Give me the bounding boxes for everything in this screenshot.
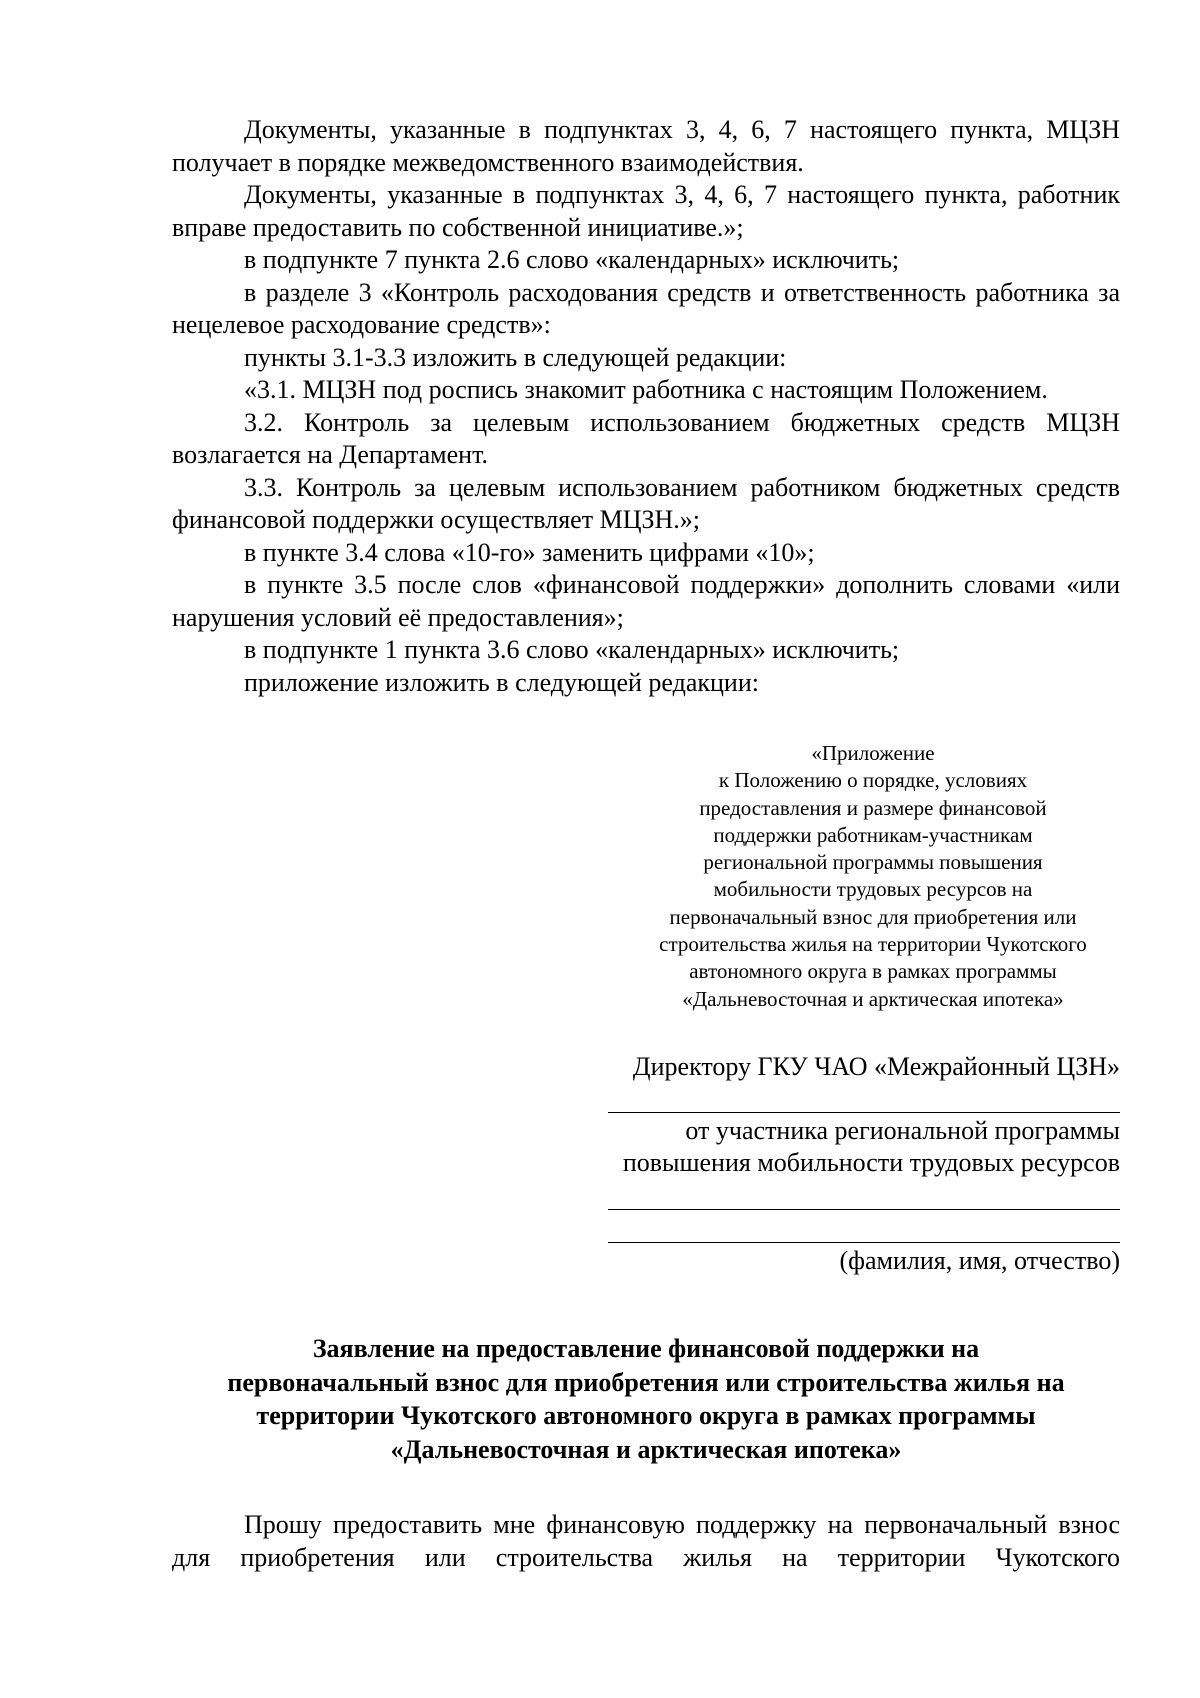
appendix-line: поддержки работникам-участникам <box>713 822 1033 847</box>
appendix-header <box>600 740 1146 1013</box>
paragraph-docs-interagency: Документы, указанные в подпунктах 3, 4, 6, 7 настоящего пункта, МЦЗН получает в порядке межведомственного взаимодействия. <box>172 115 1120 177</box>
paragraph-subitem-7-2-6: в подпункте 7 пункта 2.6 слово «календарных» исключить; <box>244 245 900 274</box>
paragraph-point-3-6: в подпункте 1 пункта 3.6 слово «календарных» исключить; <box>244 635 900 664</box>
appendix-line: «Дальневосточная и арктическая ипотека» <box>682 986 1064 1011</box>
paragraph-point-3-1: «3.1. МЦЗН под роспись знакомит работника с настоящим Положением. <box>244 375 1048 404</box>
appendix-line: мобильности трудовых ресурсов на <box>713 877 1033 902</box>
application-title <box>172 1332 1120 1466</box>
blank-line-applicant-2 <box>608 1242 1120 1243</box>
blank-line-director-name <box>608 1112 1120 1113</box>
appendix-line: первоначальный взнос для приобретения или <box>669 904 1077 929</box>
appendix-line: предоставления и размере финансовой <box>699 795 1047 820</box>
addressee-director: Директору ГКУ ЧАО «Межрайонный ЦЗН» <box>632 1052 1120 1081</box>
addressee-from-line2: повышения мобильности трудовых ресурсов <box>622 1148 1120 1177</box>
paragraph-point-3-5: в пункте 3.5 после слов «финансовой поддержки» дополнить словами «или нарушения условий её предоставления»; <box>172 570 1120 632</box>
amendments-text <box>172 114 1120 699</box>
appendix-line: строительства жилья на территории Чукотского <box>659 932 1087 957</box>
paragraph-docs-own-initiative: Документы, указанные в подпунктах 3, 4, 6, 7 настоящего пункта, работник вправе предоставить по собственной инициативе.»; <box>172 180 1120 242</box>
paragraph-point-3-2: 3.2. Контроль за целевым использованием бюджетных средств МЦЗН возлагается на Департамент. <box>172 407 1120 469</box>
application-request-text: Прошу предоставить мне финансовую поддержку на первоначальный взнос для приобретения или строительства жилья на территории Чукотского <box>172 1510 1120 1572</box>
appendix-line: региональной программы повышения <box>703 850 1043 875</box>
title-line: первоначальный взнос для приобретения или строительства жилья на <box>227 1367 1065 1397</box>
paragraph-points-3-1-3-3: пункты 3.1-3.3 изложить в следующей редакции: <box>244 342 787 372</box>
paragraph-point-3-4: в пункте 3.4 слова «10-го» заменить цифрами «10»; <box>244 537 815 567</box>
appendix-line: «Приложение <box>811 741 935 765</box>
fio-caption: (фамилия, имя, отчество) <box>839 1246 1120 1275</box>
appendix-line: к Положению о порядке, условиях <box>718 768 1028 793</box>
paragraph-appendix-intro: приложение изложить в следующей редакции: <box>244 667 759 697</box>
appendix-line: автономного округа в рамках программы <box>689 959 1057 984</box>
title-line: Заявление на предоставление финансовой поддержки на <box>312 1334 980 1363</box>
blank-line-applicant-1 <box>608 1209 1120 1210</box>
addressee-from-line1: от участника региональной программы <box>685 1116 1120 1145</box>
title-line: территории Чукотского автономного округа в рамках программы <box>256 1401 1036 1430</box>
paragraph-point-3-3: 3.3. Контроль за целевым использованием работником бюджетных средств финансовой поддержки осуществляет МЦЗН.»; <box>172 472 1120 534</box>
title-line: «Дальневосточная и арктическая ипотека» <box>390 1434 902 1464</box>
paragraph-section-3: в разделе 3 «Контроль расходования средств и ответственность работника за нецелевое расходование средств»: <box>172 277 1120 339</box>
application-body <box>172 1508 1120 1574</box>
